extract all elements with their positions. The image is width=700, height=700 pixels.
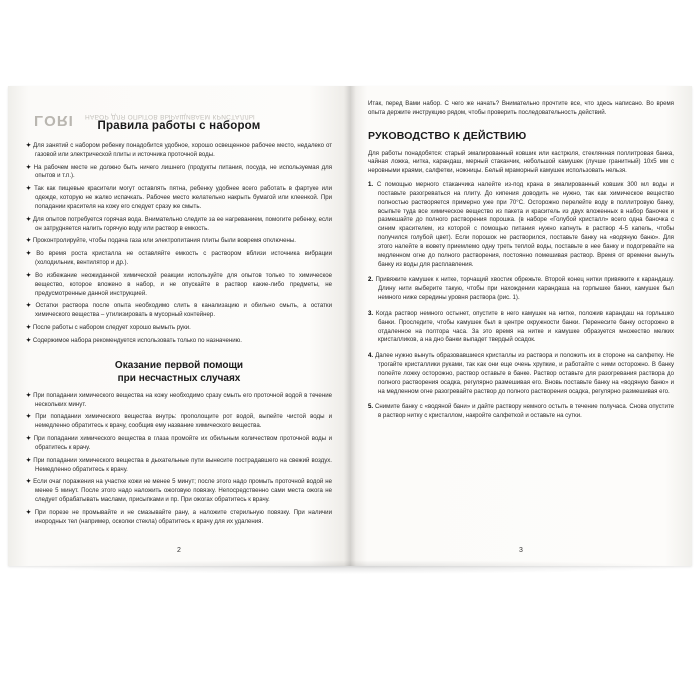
rule-bullet-text: Во время роста кристалла не оставляйте емкость с раствором вблизи источника вибрации (холодильник, вентилятор и др.). (35, 250, 332, 267)
ghost-cover-text: НАБОР ДЛЯ ОПЫТОВ ВЫРАЩИВАЕМ КРИСТАЛЛЫ (85, 112, 255, 120)
rule-bullet-text: Во избежание неожиданной химической реакции используйте для опытов только то химическое вещество, которое вложено в набор, и не опускайте в раствор какие-либо предметы, не предусмотренные данной инструкцией. (35, 271, 332, 297)
step-number: 4. (368, 352, 374, 360)
rule-bullet: ✦ Для занятий с набором ребенку понадобится удобное, хорошо освещенное рабочее место, недалеко от газовой или электрической плиты и источника проточной воды. (26, 142, 332, 158)
rule-bullet: ✦ На рабочем месте не должно быть ничего лишнего (продукты питания, посуда, не используемая для опытов и т.п.). (26, 163, 332, 180)
step-text: Далее нужно вынуть образовавшиеся кристаллы из раствора и положить их в стороне на салфетку. Не трогайте кристаллики руками, так как они еще очень хрупкие, и работайте с ними осторожно. В банку полейте ложку осторожно, раствор оставьте в банке. Раствор оставьте для разогревания раствора до полного растворения осадка, регулярно размешивая его. Вновь поставьте банку на «водяную баню» и на медленном огне разогревайте раствор до полного растворения осадка, регулярно размешивая его. (375, 352, 674, 395)
rule-bullet: ✦ Во время роста кристалла не оставляйте емкость с раствором вблизи источника вибрации (холодильник, вентилятор и др.). (26, 250, 332, 267)
left-page-content (26, 100, 332, 556)
first-aid-bullet-text: При попадании химического вещества в глаза промойте их обильным количеством проточной воды и обратитесь к врачу. (33, 435, 332, 451)
step-text: Снимите банку с «водяной бани» и дайте раствору немного остыть в течение получаса. Снова опустите в раствор нитку с кристаллом, накройте салфеткой и оставьте на сутки. (375, 403, 674, 420)
first-aid-bullet: ✦ Если очаг поражения на участке кожи не менее 5 минут; после этого надо промыть проточной водой не менее 5 минут. После этого надо наложить ожоговую повязку. Непосредственно сами места ожога не следует обрабатывать маслами, присыпками и пр. При ожогах обратитесь к врачу. (26, 478, 332, 504)
first-aid-bullet-text: При попадании химического вещества на кожу необходимо сразу смыть его проточной водой в течение нескольких минут. (33, 391, 332, 408)
rule-bullet: ✦ Так как пищевые красители могут оставлять пятна, ребенку удобнее всего работать в фартуке или одежде, которую не жалко испачкать. Рабочее место желательно накрыть бумагой или клеенкой. При попадании красителя на кожу его следует сразу же смыть. (26, 185, 333, 210)
left-page-title: Правила работы с набором (97, 120, 261, 132)
first-aid-bullet-text: При порезе не промывайте и не смазывайте рану, а наложите стерильную повязку. При наличии инородных тел (например, осколки стекла) обратитесь к врачу для их удаления. (34, 508, 332, 525)
rule-bullet-text: Для опытов потребуется горячая вода. Внимательно следите за ее нагреванием, помогите ребенку, если он затрудняется налить горячую воду или раствор в емкость. (32, 215, 332, 232)
rule-bullet: ✦ Проконтролируйте, чтобы подача газа или электропитания плиты были вовремя отключены. (26, 237, 296, 245)
rule-bullet-text: На рабочем месте не должно быть ничего лишнего (продукты питания, посуда, не используемая для опытов и т.п.). (33, 163, 332, 180)
first-aid-bullet: ✦ При попадании химического вещества внутрь: прополощите рот водой, выпейте чистой воды и немедленно обратитесь к врачу, сообщив ему название химического вещества. (26, 413, 332, 430)
rule-bullet-text: Проконтролируйте, чтобы подача газа или электропитания плиты были вовремя отключены. (32, 237, 296, 245)
first-aid-bullet: ✦ При попадании химического вещества в дыхательные пути вынесите пострадавшего на свежий воздух. Немедленно обратитесь к врачу. (26, 456, 332, 473)
step-item (368, 403, 674, 421)
step-number: 5. (368, 403, 374, 411)
rule-bullet-text: Содержимое набора рекомендуется использовать только по назначению. (32, 336, 242, 344)
first-aid-bullet: ✦ При попадании химического вещества на кожу необходимо сразу смыть его проточной водой в течение нескольких минут. (26, 391, 332, 408)
page-number-right: 3 (519, 547, 523, 554)
booklet-page-right (350, 86, 692, 566)
first-aid-bullet-text: При попадании химического вещества внутрь: прополощите рот водой, выпейте чистой воды и немедленно обратитесь к врачу, сообщив ему название химического вещества. (35, 413, 332, 430)
rule-bullet: ✦ Во избежание неожиданной химической реакции используйте для опытов только то химическое вещество, которое вложено в набор, и не опускайте в раствор какие-либо предметы, не предусмотренные данной инструкцией. (26, 271, 332, 297)
right-page-title: РУКОВОДСТВО К ДЕЙСТВИЮ (368, 129, 527, 142)
first-aid-bullet: ✦ При попадании химического вещества в глаза промойте их обильным количеством проточной воды и обратитесь к врачу. (26, 435, 332, 451)
booklet-spread (8, 86, 692, 566)
rule-bullet-text: Так как пищевые красители могут оставлять пятна, ребенку удобнее всего работать в фартуке или одежде, которую не жалко испачкать. Рабочее место желательно накрыть бумагой или клеенкой. При попадании красителя на кожу его следует сразу же смыть. (34, 185, 333, 210)
first-aid-bullet: ✦ При порезе не промывайте и не смазывайте рану, а наложите стерильную повязку. При наличии инородных тел (например, осколки стекла) обратитесь к врачу для их удаления. (26, 508, 332, 525)
rule-bullet: ✦ Для опытов потребуется горячая вода. Внимательно следите за ее нагреванием, помогите ребенку, если он затрудняется налить горячую воду или раствор в емкость. (26, 215, 332, 232)
rule-bullet: ✦ После работы с набором следует хорошо вымыть руки. (26, 324, 191, 332)
step-text: Когда раствор немного остынет, опустите в него камушек на нитке, положив карандаш на горлышко банки. Проследите, чтобы камушек был в центре окружности банки. Перенесите банку осторожно в отдаленное на полтора часа. За это время на нитке и камушке образуется множество мелких кристалликов, а на дно банки выпадет твердый осадок. (375, 309, 674, 344)
materials-paragraph: Для работы понадобятся: старый эмалированный ковшик или кастрюля, стеклянная поллитровая банка, чайная ложка, нитка, карандаш, мерный стаканчик, небольшой камушек (лучше гранитный) 10х5 мм с неровными краями, салфетки, ножницы. Белый мраморный камушек использовать нельзя. (368, 149, 674, 175)
right-page-content (368, 100, 674, 556)
rule-bullet-text: Остатки раствора после опыта необходимо слить в канализацию и обильно смыть, а остатки химического вещества – утилизировать в мусорный контейнер. (35, 302, 332, 319)
rule-bullet: ✦ Содержимое набора рекомендуется использовать только по назначению. (26, 336, 242, 344)
page-number-left: 2 (177, 547, 181, 554)
first-aid-title-line2: при несчастных случаях (117, 372, 241, 384)
step-text: Привяжите камушек к нитке, торчащий хвостик обрежьте. Второй конец нитки привяжите к карандашу. Длину нити выберите такую, чтобы при нахождении карандаша на горлышке банки, камушек был немного ниже середины уровня раствора (рис. 1). (375, 276, 675, 302)
step-number: 1. (368, 181, 374, 189)
step-number: 2. (368, 276, 374, 284)
step-number: 3. (368, 309, 374, 317)
rule-bullet-text: После работы с набором следует хорошо вымыть руки. (32, 324, 191, 332)
step-item (368, 352, 674, 396)
step-item (368, 276, 674, 302)
step-item (368, 181, 674, 269)
booklet-page-left (8, 86, 350, 566)
rule-bullet: ✦ Остатки раствора после опыта необходимо слить в канализацию и обильно смыть, а остатки химического вещества – утилизировать в мусорный контейнер. (26, 302, 332, 319)
ghost-logo: LORI (34, 112, 74, 129)
rule-bullet-text: Для занятий с набором ребенку понадобится удобное, хорошо освещенное рабочее место, недалеко от газовой или электрической плиты и источника проточной воды. (33, 142, 332, 158)
intro-paragraph: Итак, перед Вами набор. С чего же начать? Внимательно прочтите все, что здесь написано. Во время опыта держите инструкцию рядом, чтобы проверить последовательность действий. (368, 100, 674, 116)
step-text: С помощью мерного стаканчика налейте из-под крана в эмалированный ковшик 300 мл воды и поставьте разогреваться на плиту. До кипения доводить не нужно, так как химическое вещество полностью растворяется примерно уже при 70°C. Осторожно перелейте воду в поллитровую банку, всыпьте туда все химическое вещество из пакета и краситель из двух вложенных в набор баночек и размешайте до полного растворения порошка. (в наборе «Голубой кристалл» всего одна баночка с синим красителем, из которой с помощью питания нужно капнуть в раствор 4-5 капель, чтобы получился голубой цвет). Если порошок не растворился, поставьте банку на «водяную баню». Для этого налейте в кювету приемлемо одну треть теплой воды, поставьте в нее банку и подогревайте на медленном огне до полного растворения, постоянно помешивая раствор. Время от времени вынуть банку из воды для расплавления. (376, 181, 674, 268)
first-aid-title-line1: Оказание первой помощи (114, 359, 244, 371)
first-aid-bullet-text: При попадании химического вещества в дыхательные пути вынесите пострадавшего на свежий воздух. Немедленно обратитесь к врачу. (33, 456, 332, 473)
first-aid-bullet-text: Если очаг поражения на участке кожи не менее 5 минут; после этого надо промыть проточной водой не менее 5 минут. После этого надо наложить ожоговую повязку. Непосредственно сами места ожога не следует обрабатывать маслами, присыпками и пр. При ожогах обратитесь к врачу. (33, 478, 332, 504)
step-item (368, 310, 674, 345)
